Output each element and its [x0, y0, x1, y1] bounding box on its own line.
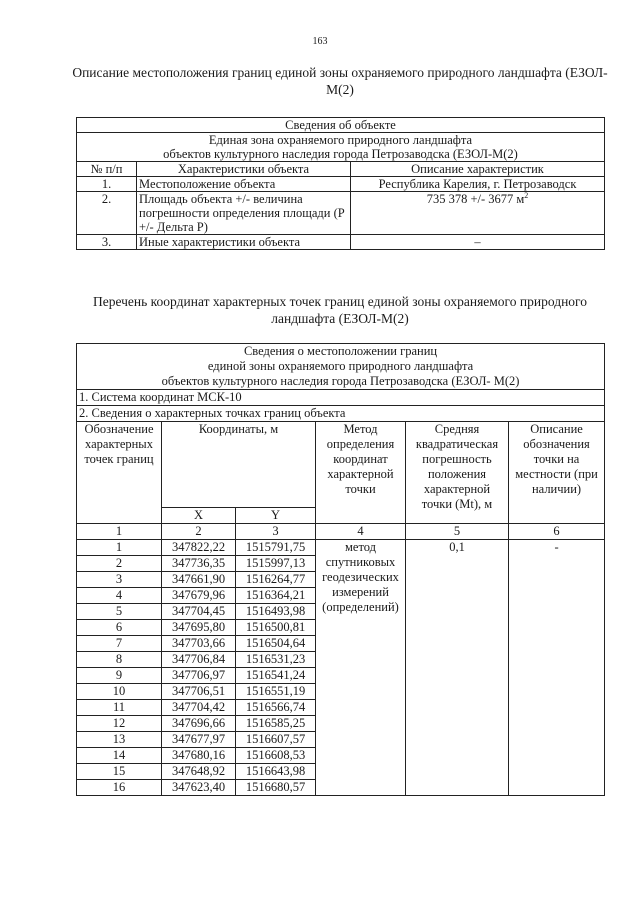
y-value: 1516264,77	[236, 572, 316, 588]
x-value: 347623,40	[162, 780, 236, 796]
col-number: 2	[162, 524, 236, 540]
description-cell: -	[509, 540, 605, 796]
point-number: 2	[77, 556, 162, 572]
zone-name	[77, 133, 605, 162]
y-value: 1516551,19	[236, 684, 316, 700]
method-cell: метод спутниковых геодезических измерений (определений)	[316, 540, 406, 796]
col-desc-header: Описание обозначения точки на местности (при наличии)	[509, 422, 605, 524]
row-num: 3.	[77, 235, 137, 250]
point-number: 15	[77, 764, 162, 780]
row-desc	[351, 192, 605, 235]
point-number: 7	[77, 636, 162, 652]
col-number: 6	[509, 524, 605, 540]
y-value: 1515791,75	[236, 540, 316, 556]
y-value: 1516504,64	[236, 636, 316, 652]
row-desc: –	[351, 235, 605, 250]
point-number: 11	[77, 700, 162, 716]
coords-header	[77, 344, 605, 390]
table-row	[77, 177, 605, 192]
point-number: 4	[77, 588, 162, 604]
coords-header-line2: единой зоны охраняемого природного ландшафта	[207, 359, 474, 373]
point-number: 8	[77, 652, 162, 668]
points-section-title: 2. Сведения о характерных точках границ объекта	[77, 406, 605, 422]
row-num: 1.	[77, 177, 137, 192]
y-value: 1516500,81	[236, 620, 316, 636]
col-char-header: Характеристики объекта	[137, 162, 351, 177]
point-number: 3	[77, 572, 162, 588]
zone-name-line2: объектов культурного наследия города Петрозаводска (ЕЗОЛ-М(2)	[163, 147, 518, 161]
table-row	[77, 540, 605, 556]
error-cell: 0,1	[406, 540, 509, 796]
x-value: 347696,66	[162, 716, 236, 732]
col-x-header: X	[162, 508, 236, 524]
row-char: Иные характеристики объекта	[137, 235, 351, 250]
x-value: 347706,97	[162, 668, 236, 684]
col-y-header: Y	[236, 508, 316, 524]
point-number: 14	[77, 748, 162, 764]
row-char: Площадь объекта +/- величина погрешности определения площади (Р +/- Дельта Р)	[137, 192, 351, 235]
document-title: Описание местоположения границ единой зоны охраняемого природного ландшафта (ЕЗОЛ-М(2)	[72, 65, 608, 97]
point-number: 16	[77, 780, 162, 796]
point-number: 1	[77, 540, 162, 556]
col-number: 3	[236, 524, 316, 540]
x-value: 347648,92	[162, 764, 236, 780]
y-value: 1516541,24	[236, 668, 316, 684]
row-num: 2.	[77, 192, 137, 235]
x-value: 347706,84	[162, 652, 236, 668]
x-value: 347677,97	[162, 732, 236, 748]
coordinates-title: Перечень координат характерных точек границ единой зоны охраняемого природного ландшафта (ЕЗОЛ-М(2)	[93, 294, 587, 326]
point-number: 12	[77, 716, 162, 732]
y-value: 1516364,21	[236, 588, 316, 604]
coordinate-system: 1. Система координат МСК-10	[77, 390, 605, 406]
point-number: 10	[77, 684, 162, 700]
y-value: 1516493,98	[236, 604, 316, 620]
y-value: 1516680,57	[236, 780, 316, 796]
x-value: 347704,45	[162, 604, 236, 620]
object-info-header: Сведения об объекте	[77, 118, 605, 133]
x-value: 347703,66	[162, 636, 236, 652]
point-number: 5	[77, 604, 162, 620]
col-desc-header: Описание характеристик	[351, 162, 605, 177]
x-value: 347706,51	[162, 684, 236, 700]
x-value: 347661,90	[162, 572, 236, 588]
x-value: 347679,96	[162, 588, 236, 604]
coords-header-line3: объектов культурного наследия города Петрозаводска (ЕЗОЛ- М(2)	[161, 374, 520, 388]
table-row	[77, 235, 605, 250]
col-number: 5	[406, 524, 509, 540]
area-unit-superscript: 2	[524, 190, 529, 200]
y-value: 1516531,23	[236, 652, 316, 668]
col-point-header: Обозначение характерных точек границ	[77, 422, 162, 524]
col-error-header: Средняя квадратическая погрешность положения характерной точки (Mt), м	[406, 422, 509, 524]
row-char: Местоположение объекта	[137, 177, 351, 192]
x-value: 347695,80	[162, 620, 236, 636]
page-number: 163	[312, 36, 328, 47]
x-value: 347736,35	[162, 556, 236, 572]
point-number: 6	[77, 620, 162, 636]
x-value: 347704,42	[162, 700, 236, 716]
y-value: 1516585,25	[236, 716, 316, 732]
object-info-table	[76, 117, 605, 250]
col-num-header: № п/п	[77, 162, 137, 177]
col-number: 4	[316, 524, 406, 540]
col-method-header: Метод определения координат характерной точки	[316, 422, 406, 524]
point-number: 13	[77, 732, 162, 748]
y-value: 1516608,53	[236, 748, 316, 764]
zone-name-line1: Единая зона охраняемого природного ландшафта	[208, 133, 473, 147]
col-number: 1	[77, 524, 162, 540]
col-coords-header: Координаты, м	[162, 422, 316, 508]
x-value: 347822,22	[162, 540, 236, 556]
y-value: 1515997,13	[236, 556, 316, 572]
area-value: 735 378 +/- 3677 м	[426, 192, 525, 206]
y-value: 1516607,57	[236, 732, 316, 748]
row-desc: Республика Карелия, г. Петрозаводск	[351, 177, 605, 192]
coordinates-table	[76, 343, 605, 796]
y-value: 1516566,74	[236, 700, 316, 716]
x-value: 347680,16	[162, 748, 236, 764]
coords-header-line1: Сведения о местоположении границ	[243, 344, 438, 358]
table-row	[77, 192, 605, 235]
y-value: 1516643,98	[236, 764, 316, 780]
point-number: 9	[77, 668, 162, 684]
